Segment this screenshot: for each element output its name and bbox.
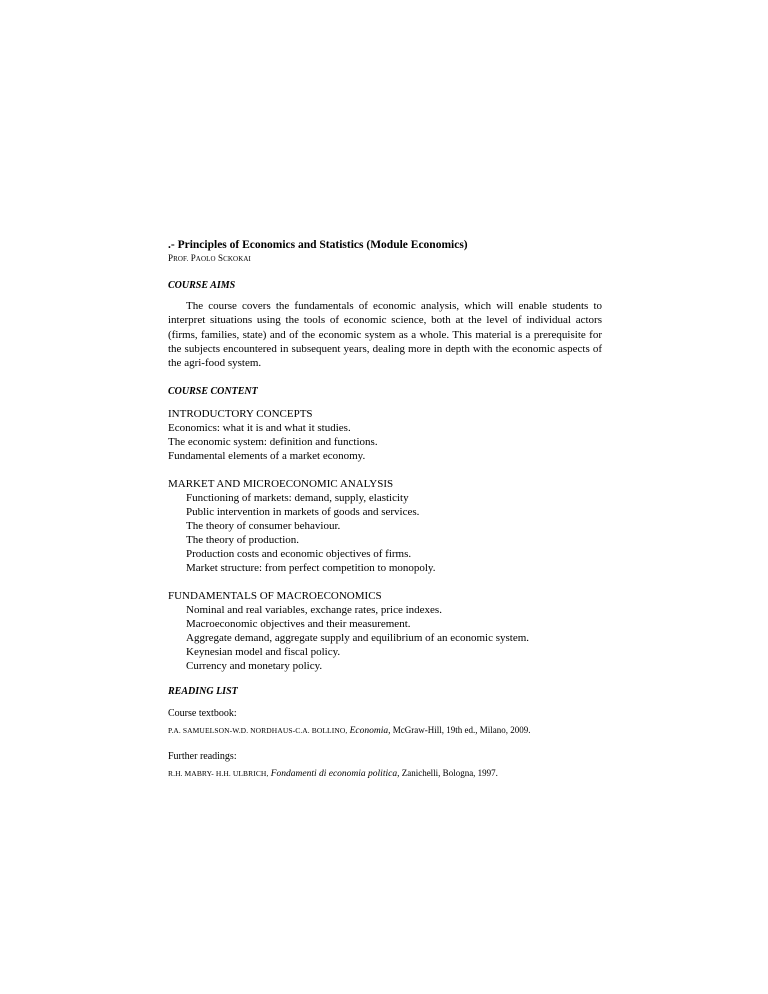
list-item: Macroeconomic objectives and their measurement.: [186, 618, 411, 631]
course-page: [168, 238, 602, 780]
list-item: The economic system: definition and functions.: [168, 436, 378, 449]
content-group-macro: [168, 589, 602, 673]
list-item: Fundamental elements of a market economy.: [168, 450, 366, 463]
reading-list-heading: READING LIST: [168, 686, 238, 698]
content-group-micro: [168, 477, 602, 575]
content-group-introductory: [168, 407, 602, 463]
textbook-label: Course textbook:: [168, 708, 237, 720]
course-aims-heading: COURSE AIMS: [168, 280, 236, 291]
list-item: Keynesian model and fiscal policy.: [186, 646, 341, 659]
further-readings-label: Further readings:: [168, 751, 237, 763]
group-title: MARKET AND MICROECONOMIC ANALYSIS: [168, 478, 394, 491]
course-title: .- Principles of Economics and Statistics (Module Economics): [168, 239, 468, 251]
group-title: INTRODUCTORY CONCEPTS: [168, 408, 313, 421]
list-item: The theory of production.: [186, 534, 300, 547]
list-item: Aggregate demand, aggregate supply and equilibrium of an economic system.: [186, 632, 530, 645]
course-professor: PROF. PAOLO SCKOKAI: [168, 253, 251, 263]
textbook-entry: P.A. SAMUELSON-W.D. NORDHAUS-C.A. BOLLINO, Economia, McGraw-Hill, 19th ed., Milano, 2009.: [168, 725, 531, 737]
list-item: The theory of consumer behaviour.: [186, 520, 341, 533]
list-item: Functioning of markets: demand, supply, elasticity: [186, 492, 409, 505]
list-item: Public intervention in markets of goods and services.: [186, 506, 420, 519]
list-item: Market structure: from perfect competition to monopoly.: [186, 562, 436, 575]
course-content-heading: COURSE CONTENT: [168, 386, 258, 398]
list-item: Economics: what it is and what it studies.: [168, 422, 351, 435]
list-item: Production costs and economic objectives of firms.: [186, 548, 412, 561]
further-reading-entry: R.H. MABRY- H.H. ULBRICH, Fondamenti di economia politica, Zanichelli, Bologna, 1997.: [168, 768, 498, 780]
course-aims-text: The course covers the fundamentals of economic analysis, which will enable students to interpret situations using the tools of economic science, both at the level of individual actors (firms, families, state) and of the economic system as a whole. This material is a prerequisite for the subjects encountered in subsequent years, dealing more in depth with the economic aspects of the agri-food system.: [168, 300, 602, 370]
group-title: FUNDAMENTALS OF MACROECONOMICS: [168, 590, 382, 603]
list-item: Currency and monetary policy.: [186, 660, 323, 673]
list-item: Nominal and real variables, exchange rates, price indexes.: [186, 604, 442, 617]
